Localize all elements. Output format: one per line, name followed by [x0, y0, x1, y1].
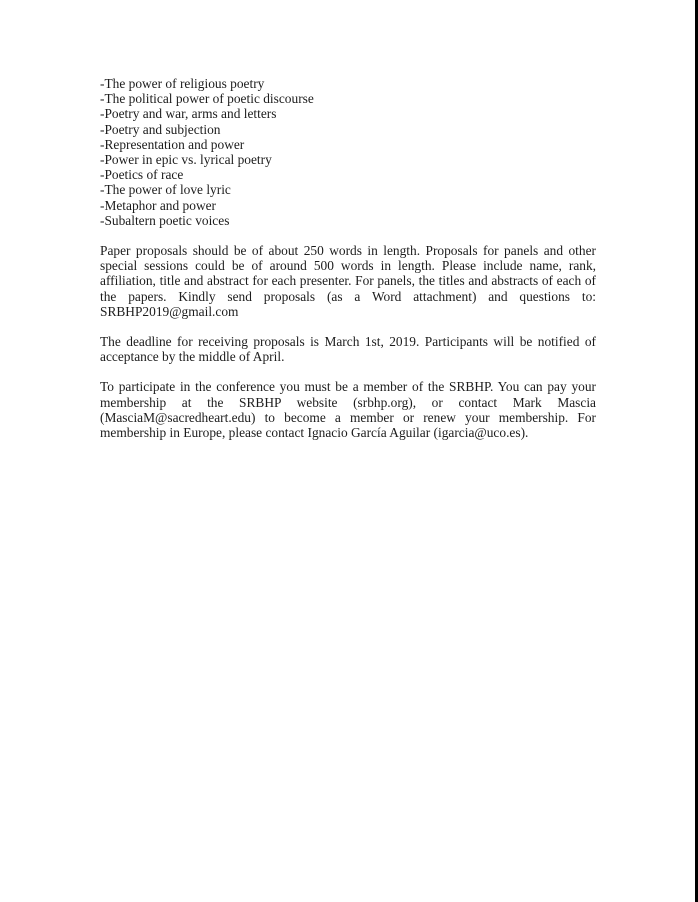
topic-item: -Subaltern poetic voices	[100, 212, 230, 228]
topic-item: -Poetics of race	[100, 167, 184, 183]
topic-item: -Metaphor and power	[100, 197, 217, 213]
paragraph-membership: To participate in the conference you must be a member of the SRBHP. You can pay your membership at the SRBHP website (srbhp.org), or contact Mark Mascia (MasciaM@sacredheart.edu) to become a member or renew your membership. For membership in Europe, please contact Ignacio García Aguilar (igarcia@uco.es).	[100, 379, 596, 441]
topic-item: -The power of love lyric	[100, 182, 231, 198]
document-content	[100, 76, 596, 455]
topic-item: -Poetry and subjection	[100, 121, 221, 137]
topic-item: -Poetry and war, arms and letters	[100, 106, 277, 122]
topics-list	[100, 76, 596, 228]
topic-item: -The political power of poetic discourse	[100, 91, 314, 107]
paragraph-deadline: The deadline for receiving proposals is March 1st, 2019. Participants will be notified of acceptance by the middle of April.	[100, 334, 596, 365]
topic-item: -Representation and power	[100, 136, 245, 152]
paragraph-proposal-guidelines: Paper proposals should be of about 250 words in length. Proposals for panels and other special sessions could be of around 500 words in length. Please include name, rank, affiliation, title and abstract for each presenter. For panels, the titles and abstracts of each of the papers. Kindly send proposals (as a Word attachment) and questions to: SRBHP2019@gmail.com	[100, 243, 596, 319]
topic-item: -The power of religious poetry	[100, 76, 265, 91]
topic-item: -Power in epic vs. lyrical poetry	[100, 152, 272, 168]
